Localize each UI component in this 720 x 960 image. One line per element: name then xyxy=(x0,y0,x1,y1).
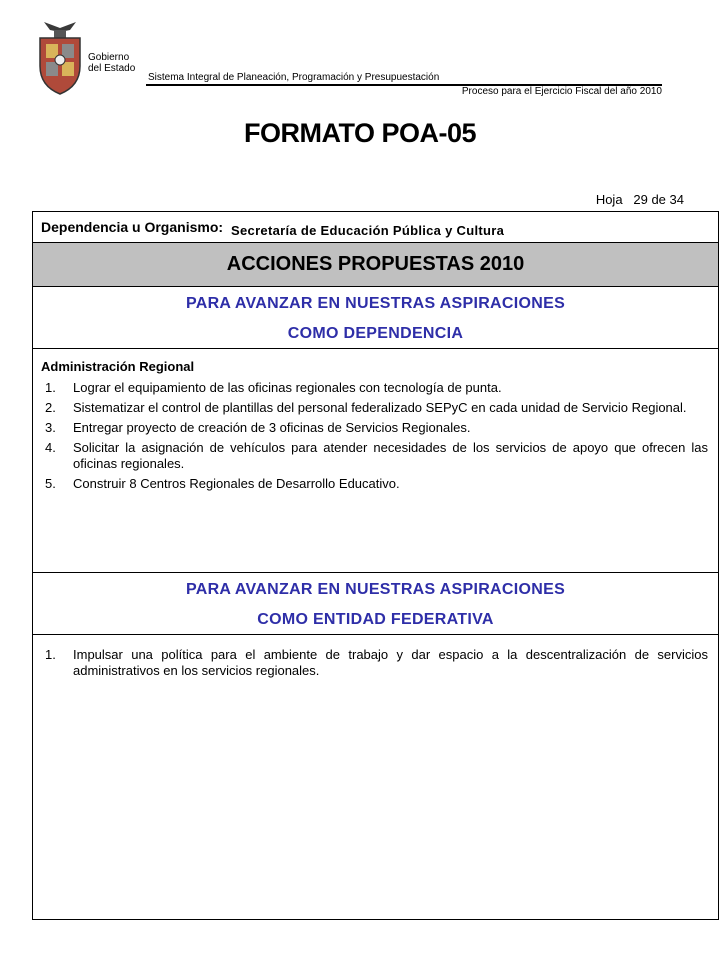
section1-heading xyxy=(33,287,718,349)
proceso-label: Proceso para el Ejercicio Fiscal del año 2010 xyxy=(461,86,662,97)
item-text: Impulsar una política para el ambiente de trabajo y dar espacio a la descentralización de servicios administrativos en los servicios regionales. xyxy=(73,647,708,678)
page-number: Hoja 29 de 34 xyxy=(595,192,684,207)
gobierno-line1: Gobierno xyxy=(88,52,130,63)
item-text: Entregar proyecto de creación de 3 oficinas de Servicios Regionales. xyxy=(73,420,471,435)
item-number: 2. xyxy=(45,400,56,415)
dependencia-label: Dependencia u Organismo: xyxy=(41,219,224,235)
item-number: 1. xyxy=(45,380,56,395)
section1-heading-line2: COMO DEPENDENCIA xyxy=(287,325,464,342)
sistema-title: Sistema Integral de Planeación, Programación y Presupuestación xyxy=(148,72,440,83)
item-number: 5. xyxy=(45,476,56,491)
gobierno-line2: del Estado xyxy=(88,63,136,74)
section2-heading xyxy=(33,573,718,635)
item-number: 4. xyxy=(45,440,56,455)
list-item xyxy=(41,420,708,436)
section1-subtitle: Administración Regional xyxy=(41,359,195,374)
gobierno-label xyxy=(88,52,135,74)
page-title: FORMATO POA-05 xyxy=(243,118,477,148)
list-item xyxy=(41,440,708,472)
item-text: Construir 8 Centros Regionales de Desarrollo Educativo. xyxy=(73,476,400,491)
dependencia-row xyxy=(33,212,718,243)
poa-table xyxy=(32,211,719,920)
item-text: Sistematizar el control de plantillas del personal federalizado SEPyC en cada unidad de Servicio Regional. xyxy=(73,400,687,415)
section2-heading-line1: PARA AVANZAR EN NUESTRAS ASPIRACIONES xyxy=(185,581,566,598)
section1-heading-line1: PARA AVANZAR EN NUESTRAS ASPIRACIONES xyxy=(185,295,566,312)
list-item xyxy=(41,476,708,492)
item-number: 3. xyxy=(45,420,56,435)
section1-body xyxy=(33,349,718,573)
acciones-title: ACCIONES PROPUESTAS 2010 xyxy=(33,243,718,287)
item-text: Solicitar la asignación de vehículos para atender necesidades de los servicios de apoyo que ofrecen las oficinas regionales. xyxy=(73,440,708,471)
state-coat-of-arms-logo xyxy=(36,16,84,96)
section2-body xyxy=(33,635,718,679)
dependencia-value: Secretaría de Educación Pública y Cultura xyxy=(231,222,505,238)
item-text: Lograr el equipamiento de las oficinas regionales con tecnología de punta. xyxy=(73,380,502,395)
list-item xyxy=(41,400,708,416)
section2-heading-line2: COMO ENTIDAD FEDERATIVA xyxy=(257,611,494,628)
item-number: 1. xyxy=(45,647,56,662)
list-item xyxy=(41,380,708,396)
list-item xyxy=(41,647,708,679)
